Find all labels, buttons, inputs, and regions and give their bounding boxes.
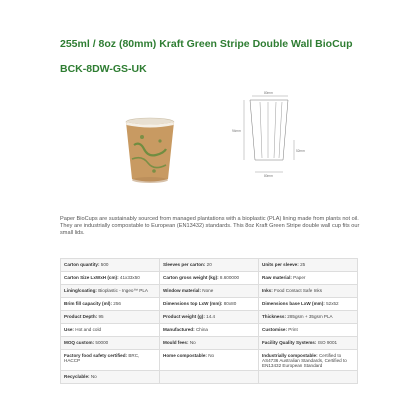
spec-table — [60, 258, 358, 384]
spec-value: None — [202, 287, 214, 293]
spec-value: Bioplastic - Ingeo™ PLA — [98, 287, 148, 293]
spec-key: Units per sleeve: — [262, 261, 299, 267]
spec-key: Dimensions base LxW (mm): — [262, 300, 325, 306]
spec-cell — [61, 324, 160, 337]
spec-key: Use: — [64, 326, 74, 332]
spec-cell — [160, 311, 259, 324]
spec-value: 14.4 — [206, 313, 216, 319]
dim-base-label: 52mm — [296, 149, 305, 153]
table-row — [61, 298, 358, 311]
spec-cell — [160, 298, 259, 311]
table-row — [61, 272, 358, 285]
spec-value: 8.600000 — [219, 274, 240, 280]
dim-top-label: 80mm — [264, 91, 273, 95]
spec-key: Mould fees: — [163, 339, 189, 345]
spec-value: 25 — [300, 261, 306, 267]
table-row — [61, 324, 358, 337]
spec-key: Home compostable: — [163, 352, 207, 358]
spec-key: Recyclable: — [64, 373, 90, 379]
spec-value: Print — [288, 326, 298, 332]
spec-value: Food Contact Safe Inks — [274, 287, 323, 293]
spec-key: Carton gross weight (kg): — [163, 274, 219, 280]
dim-height-label: 94mm — [232, 129, 241, 133]
spec-key: Window material: — [163, 287, 201, 293]
spec-value: 52x52 — [326, 300, 339, 306]
spec-value: Certified to AS4736 Australian Standards, Certified to EN13432 European Standard — [262, 352, 347, 368]
spec-value: ISO 9001 — [317, 339, 338, 345]
spec-value: Paper — [293, 274, 306, 280]
spec-cell — [160, 337, 259, 350]
spec-key: Raw material: — [262, 274, 292, 280]
table-row — [61, 371, 358, 384]
spec-cell — [160, 285, 259, 298]
spec-value: 80x80 — [223, 300, 237, 306]
spec-cell — [61, 259, 160, 272]
spec-key: Dimensions top LxW (mm): — [163, 300, 223, 306]
spec-cell — [259, 298, 358, 311]
spec-cell — [61, 298, 160, 311]
table-row — [61, 285, 358, 298]
spec-key: Sleeves per carton: — [163, 261, 206, 267]
spec-key: Lining/coating: — [64, 287, 97, 293]
spec-key: Carton quantity: — [64, 261, 100, 267]
spec-cell — [160, 259, 259, 272]
spec-cell — [259, 272, 358, 285]
spec-value: No — [90, 373, 97, 379]
spec-key: Industrially compostable: — [262, 352, 318, 358]
spec-key: Brim fill capacity (ml): — [64, 300, 112, 306]
spec-cell — [160, 272, 259, 285]
spec-cell — [259, 324, 358, 337]
dim-bottom-label: 80mm — [264, 174, 273, 178]
spec-key: Facility Quality Systems: — [262, 339, 317, 345]
spec-cell — [259, 337, 358, 350]
spec-key: Product Depth: — [64, 313, 98, 319]
product-description: Paper BioCups are sustainably sourced from managed plantations with a bioplastic (PLA) lining made from plants not oil. They are industrially compostable to European (EN13432) standards. This 8oz Kraft Green Stripe double wall cup fits our small lids. — [60, 216, 360, 237]
spec-cell — [61, 311, 160, 324]
product-title: 255ml / 8oz (80mm) Kraft Green Stripe Double Wall BioCup — [60, 38, 353, 50]
spec-key: MOQ custom: — [64, 339, 95, 345]
spec-cell — [61, 285, 160, 298]
spec-value: 50000 — [95, 339, 109, 345]
spec-cell — [61, 371, 160, 384]
spec-cell — [160, 371, 259, 384]
technical-drawing — [230, 88, 310, 178]
spec-value: No — [208, 352, 215, 358]
table-row — [61, 350, 358, 371]
spec-value: Hot and cold — [75, 326, 102, 332]
spec-cell — [61, 272, 160, 285]
spec-value: 256 — [113, 300, 121, 306]
spec-cell — [259, 311, 358, 324]
spec-cell — [259, 259, 358, 272]
spec-value: 41x33x50 — [119, 274, 140, 280]
spec-value: 500 — [100, 261, 109, 267]
spec-cell — [259, 285, 358, 298]
table-row — [61, 337, 358, 350]
spec-cell — [259, 350, 358, 371]
spec-key: Customise: — [262, 326, 288, 332]
spec-key: Manufactured: — [163, 326, 195, 332]
table-row — [61, 311, 358, 324]
spec-value: 285gsm + 35gsm PLA — [287, 313, 333, 319]
spec-cell — [61, 337, 160, 350]
table-row — [61, 259, 358, 272]
spec-cell — [61, 350, 160, 371]
spec-cell — [160, 350, 259, 371]
spec-key: Carton Size LxWxH (cm): — [64, 274, 119, 280]
spec-key: Inks: — [262, 287, 273, 293]
spec-value: China — [195, 326, 208, 332]
spec-value: No — [189, 339, 196, 345]
spec-cell — [160, 324, 259, 337]
spec-key: Product weight (g): — [163, 313, 205, 319]
spec-key: Thickness: — [262, 313, 286, 319]
spec-key: Factory food safety certified: — [64, 352, 128, 358]
cup-photo — [120, 115, 180, 185]
product-sku: BCK-8DW-GS-UK — [60, 63, 147, 75]
spec-cell — [259, 371, 358, 384]
spec-value: 95 — [98, 313, 104, 319]
spec-value: BRC, HACCP — [64, 352, 140, 363]
spec-value: 20 — [206, 261, 212, 267]
